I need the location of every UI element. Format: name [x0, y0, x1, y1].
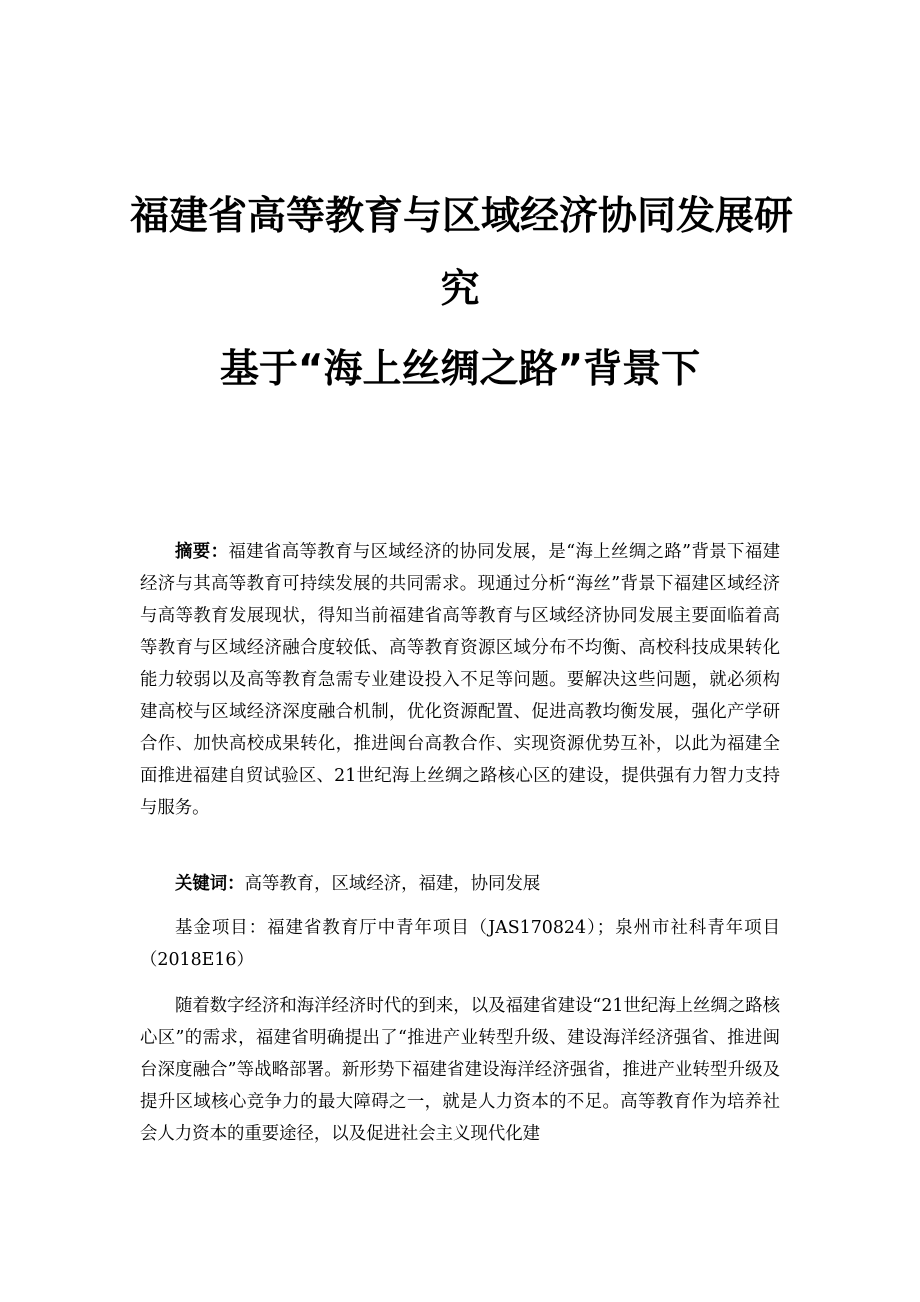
fund-paragraph: 基金项目：福建省教育厅中青年项目（JAS170824）；泉州市社科青年项目（2018E16）	[140, 918, 780, 970]
keywords-section	[140, 868, 780, 900]
abstract-section	[140, 536, 780, 824]
title-line-2: 究	[440, 267, 480, 312]
keywords-text: 高等教育，区域经济，福建，协同发展	[244, 874, 541, 894]
title-line-1: 福建省高等教育与区域经济协同发展研	[130, 194, 794, 239]
abstract-text: 福建省高等教育与区域经济的协同发展，是“海上丝绸之路”背景下福建经济与其高等教育可持续发展的共同需求。现通过分析“海丝”背景下福建区域经济与高等教育发展现状，得知当前福建省高等教育与区域经济协同发展主要面临着高等教育与区域经济融合度较低、高等教育资源区域分布不均衡、高校科技成果转化能力较弱以及高等教育急需专业建设投入不足等问题。要解决这些问题，就必须构建高校与区域经济深度融合机制，优化资源配置、促进高教均衡发展，强化产学研合作、加快高校成果转化，推进闽台高教合作、实现资源优势互补，以此为福建全面推进福建自贸试验区、21世纪海上丝绸之路核心区的建设，提供强有力智力支持与服务。	[140, 542, 780, 818]
abstract-paragraph	[140, 536, 780, 824]
intro-paragraph: 随着数字经济和海洋经济时代的到来，以及福建省建设“21世纪海上丝绸之路核心区”的需求，福建省明确提出了“推进产业转型升级、建设海洋经济强省、推进闽台深度融合”等战略部署。新形势下福建省建设海洋经济强省，推进产业转型升级及提升区域核心竞争力的最大障碍之一，就是人力资本的不足。高等教育作为培养社会人力资本的重要途径，以及促进社会主义现代化建	[140, 996, 780, 1144]
abstract-label: 摘要：	[175, 542, 229, 562]
subtitle: 基于“海上丝绸之路”背景下	[219, 347, 701, 392]
fund-section	[140, 912, 780, 976]
intro-section	[140, 990, 780, 1150]
keywords-paragraph	[140, 868, 780, 900]
keywords-label: 关键词：	[175, 874, 245, 894]
